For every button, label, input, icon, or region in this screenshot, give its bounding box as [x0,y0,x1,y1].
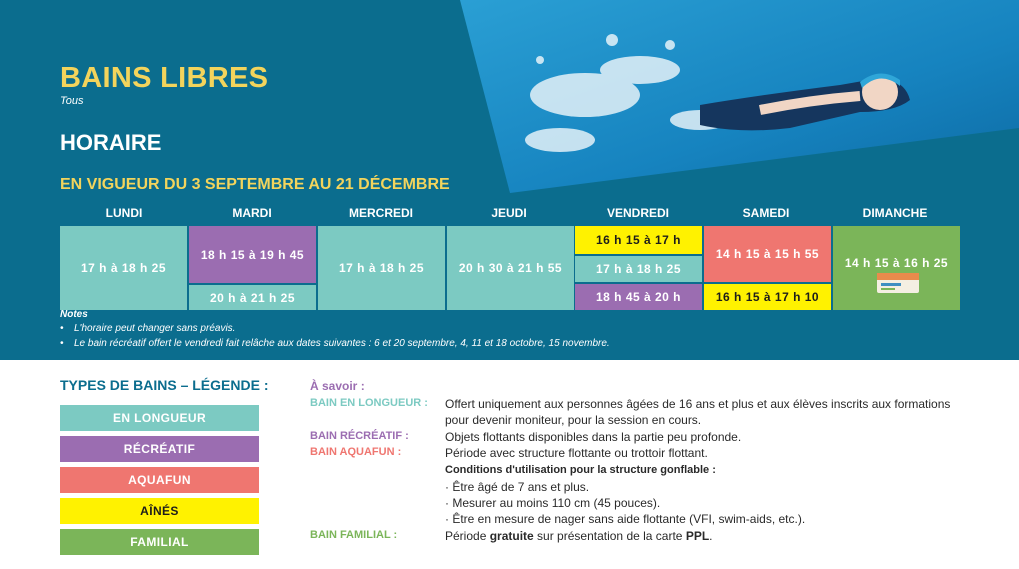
slot-mardi-2: 20 h à 21 h 25 [189,285,316,310]
swimmer-photo [0,0,1019,200]
notes-heading: Notes [60,309,88,320]
label-recreatif: BAIN RÉCRÉATIF : [310,430,409,442]
condition-item: · Être en mesure de nager sans aide flottante (VFI, swim-aids, etc.). [445,512,806,526]
legend-recreatif: RÉCRÉATIF [60,436,259,462]
note-bullet: • [60,323,64,334]
note-text: Le bain récréatif offert le vendredi fait relâche aux dates suivantes : 6 et 20 septembre, 4, 11 et 18 octobre, 15 novembre. [74,338,610,349]
section-heading: HORAIRE [60,130,162,155]
text-recreatif: Objets flottants disponibles dans la partie peu profonde. [445,430,742,444]
familial-end: . [709,529,713,543]
day-header-mardi: MARDI [232,206,272,220]
label-aquafun: BAIN AQUAFUN : [310,446,402,458]
familial-pre: Période [445,529,490,543]
familial-card: PPL [685,529,710,543]
page-title: BAINS LIBRES [60,62,269,94]
slot-jeudi-1: 20 h 30 à 21 h 55 [447,226,574,310]
note-item [60,323,235,334]
legend-familial: FAMILIAL [60,529,259,555]
text-aquafun: Période avec structure flottante ou trottoir flottant. [445,446,708,460]
slot-vendredi-2: 17 h à 18 h 25 [575,256,702,282]
page-subtitle: Tous [60,95,84,107]
text-longueur-2: pour devenir moniteur, pour la session en cours. [445,413,702,427]
slot-samedi-1: 14 h 15 à 15 h 55 [704,226,831,282]
text-longueur-1: Offert uniquement aux personnes âgées de 16 ans et plus et aux élèves inscrits aux formations [445,397,951,411]
day-header-lundi: LUNDI [105,206,143,220]
day-header-samedi: SAMEDI [742,206,790,220]
legend-aines: AÎNÉS [60,498,259,524]
ppl-card-icon [877,273,919,293]
familial-mid: sur présentation de la carte [533,529,686,543]
slot-vendredi-3: 18 h 45 à 20 h [575,284,702,310]
day-header-jeudi: JEUDI [491,206,527,220]
note-text: L'horaire peut changer sans préavis. [74,323,236,334]
note-bullet: • [60,338,64,349]
effective-period: EN VIGUEUR DU 3 SEPTEMBRE AU 21 DÉCEMBRE [60,176,450,193]
condition-item: · Être âgé de 7 ans et plus. [445,480,590,494]
text-familial [445,528,713,545]
slot-vendredi-1: 16 h 15 à 17 h [575,226,702,254]
slot-mardi-1: 18 h 15 à 19 h 45 [189,226,316,283]
slot-samedi-2: 16 h 15 à 17 h 10 [704,284,831,310]
slot-lundi-1: 17 h à 18 h 25 [60,226,187,310]
condition-item: · Mesurer au moins 110 cm (45 pouces). [445,496,661,510]
slot-mercredi-1: 17 h à 18 h 25 [318,226,445,310]
info-heading: À savoir : [310,379,365,393]
legend-title: TYPES DE BAINS – LÉGENDE : [60,377,269,393]
note-item [60,338,610,349]
label-familial: BAIN FAMILIAL : [310,529,398,541]
legend-aquafun: AQUAFUN [60,467,259,493]
conditions-heading: Conditions d'utilisation pour la structure gonflable : [445,464,716,476]
slot-dimanche-1: 14 h 15 à 16 h 25 [833,226,960,310]
label-longueur: BAIN EN LONGUEUR : [310,397,428,409]
legend-en-longueur: EN LONGUEUR [60,405,259,431]
day-header-vendredi: VENDREDI [606,206,669,220]
familial-bold: gratuite [489,529,534,543]
day-header-mercredi: MERCREDI [348,206,413,220]
day-header-dimanche: DIMANCHE [862,206,928,220]
